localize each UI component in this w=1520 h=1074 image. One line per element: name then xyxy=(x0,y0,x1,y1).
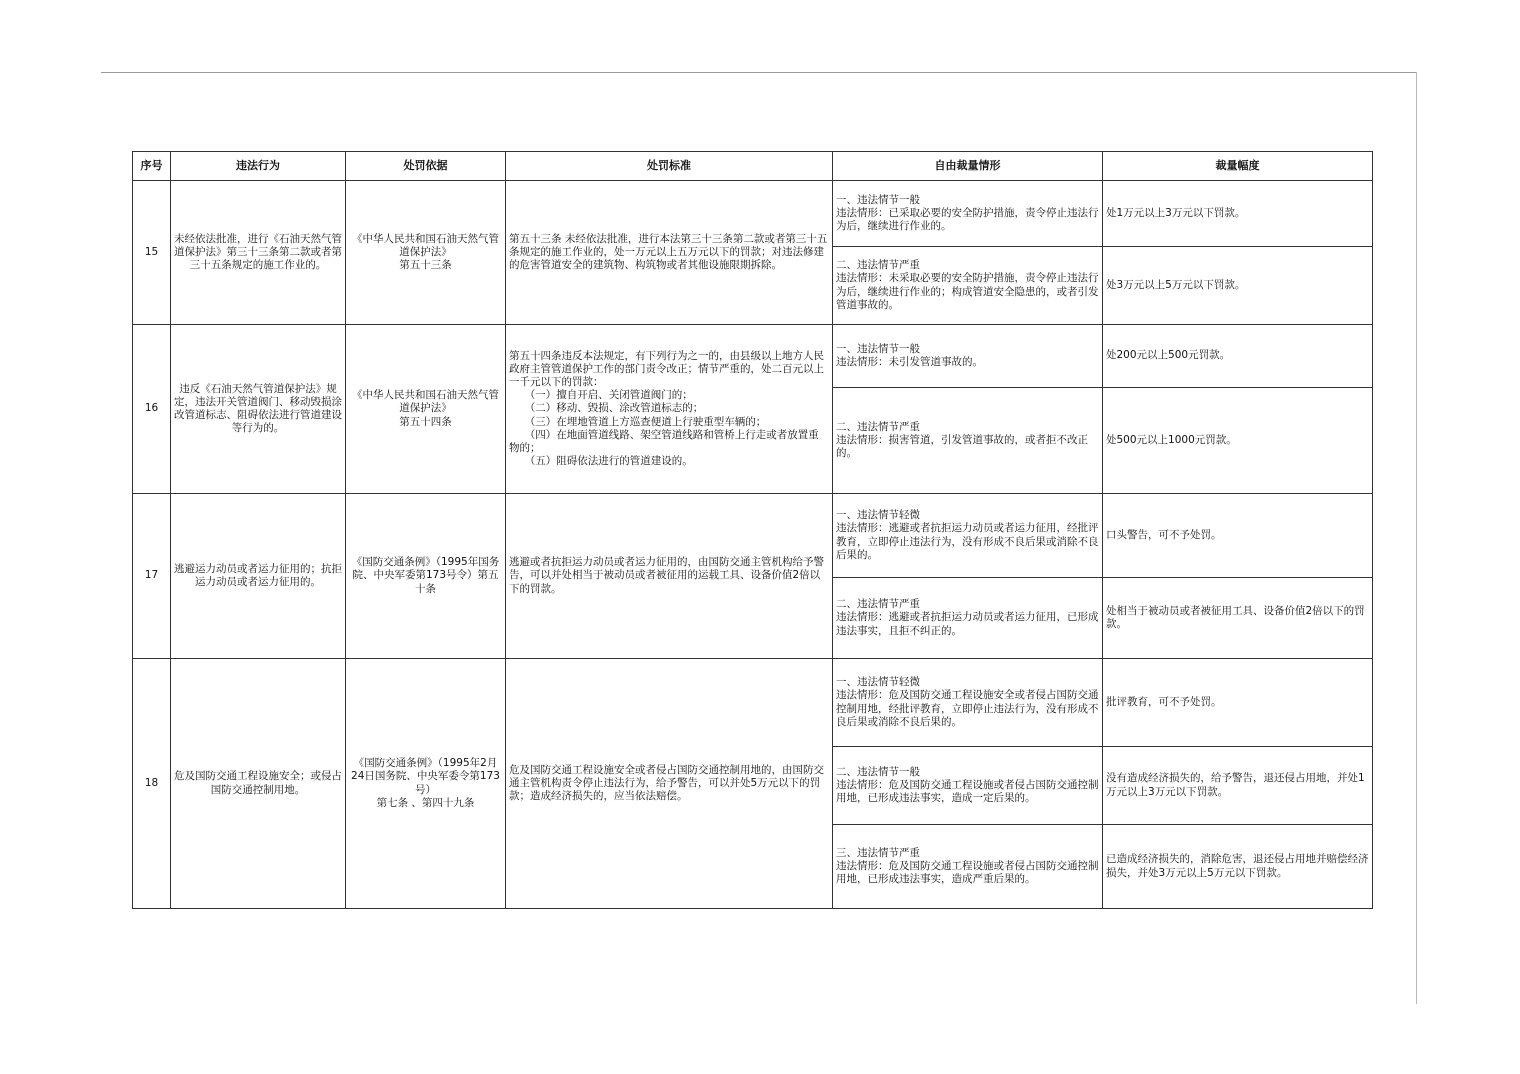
row-basis: 《国防交通条例》（1995年2月24日国务院、中央军委令第173号） 第七条 、第四十九条 xyxy=(346,659,506,909)
row-no: 18 xyxy=(133,659,171,909)
row-range: 处1万元以上3万元以下罚款。 xyxy=(1103,181,1373,247)
row-circumstance: 二、违法情节严重 违法情形：逃避或者抗拒运力动员或者运力征用，已形成违法事实，且拒不纠正的。 xyxy=(833,578,1103,659)
table-row xyxy=(133,659,1373,747)
row-range: 没有造成经济损失的，给予警告，退还侵占用地，并处1万元以上3万元以下罚款。 xyxy=(1103,747,1373,825)
row-circumstance: 一、违法情节轻微 违法情形：逃避或者抗拒运力动员或者运力征用，经批评教育，立即停止违法行为，没有形成不良后果或消除不良后果的。 xyxy=(833,494,1103,578)
row-circumstance: 二、违法情节严重 违法情形：未采取必要的安全防护措施，责令停止违法行为后，继续进行作业的；构成管道安全隐患的，或者引发管道事故的。 xyxy=(833,247,1103,325)
row-circumstance: 一、违法情节一般 违法情形：已采取必要的安全防护措施，责令停止违法行为后，继续进行作业的。 xyxy=(833,181,1103,247)
table-row xyxy=(133,494,1373,578)
row-no: 16 xyxy=(133,325,171,494)
row-range: 处500元以上1000元罚款。 xyxy=(1103,388,1373,494)
row-circumstance: 二、违法情节一般 违法情形：危及国防交通工程设施或者侵占国防交通控制用地，已形成违法事实，造成一定后果的。 xyxy=(833,747,1103,825)
header-basis: 处罚依据 xyxy=(346,152,506,181)
row-range: 批评教育，可不予处罚。 xyxy=(1103,659,1373,747)
row-basis: 《中华人民共和国石油天然气管道保护法》 第五十四条 xyxy=(346,325,506,494)
row-range: 已造成经济损失的，消除危害，退还侵占用地并赔偿经济损失，并处3万元以上5万元以下罚款。 xyxy=(1103,825,1373,909)
row-act: 逃避运力动员或者运力征用的；抗拒运力动员或者运力征用的。 xyxy=(171,494,346,659)
header-circumstance: 自由裁量情形 xyxy=(833,152,1103,181)
header-act: 违法行为 xyxy=(171,152,346,181)
row-range: 处3万元以上5万元以下罚款。 xyxy=(1103,247,1373,325)
header-range: 裁量幅度 xyxy=(1103,152,1373,181)
row-circumstance: 一、违法情节轻微 违法情形：危及国防交通工程设施安全或者侵占国防交通控制用地，经批评教育，立即停止违法行为，没有形成不良后果或消除不良后果的。 xyxy=(833,659,1103,747)
header-no: 序号 xyxy=(133,152,171,181)
row-standard: 逃避或者抗拒运力动员或者运力征用的，由国防交通主管机构给予警告，可以并处相当于被动员或者被征用的运载工具、设备价值2倍以下的罚款。 xyxy=(506,494,833,659)
row-range: 处相当于被动员或者被征用工具、设备价值2倍以下的罚款。 xyxy=(1103,578,1373,659)
row-basis: 《国防交通条例》（1995年国务院、中央军委第173号令）第五十条 xyxy=(346,494,506,659)
row-act: 违反《石油天然气管道保护法》规定，违法开关管道阀门、移动毁损涂改管道标志、阻碍依法进行管道建设等行为的。 xyxy=(171,325,346,494)
header-row xyxy=(133,152,1373,181)
row-circumstance: 二、违法情节严重 违法情形：损害管道，引发管道事故的，或者拒不改正的。 xyxy=(833,388,1103,494)
table-row xyxy=(133,325,1373,388)
page-top-rule xyxy=(101,72,1417,73)
row-standard: 第五十四条违反本法规定，有下列行为之一的，由县级以上地方人民政府主管管道保护工作的部门责令改正；情节严重的，处二百元以上一千元以下的罚款： （一）擅自开启、关闭管道阀门的； （二）移动、毁损、涂改管道标志的； （三）在埋地管道上方巡查便道上行驶重型车辆的； （四）在地面管道线路、架空管道线路和管桥上行走或者放置重物的； （五）阻碍依法进行的管道建设的。 xyxy=(506,325,833,494)
row-act: 危及国防交通工程设施安全；或侵占国防交通控制用地。 xyxy=(171,659,346,909)
row-no: 17 xyxy=(133,494,171,659)
penalty-table xyxy=(132,151,1373,909)
page-right-rule xyxy=(1416,72,1417,1004)
row-circumstance: 一、违法情节一般 违法情形：未引发管道事故的。 xyxy=(833,325,1103,388)
row-basis: 《中华人民共和国石油天然气管道保护法》 第五十三条 xyxy=(346,181,506,325)
row-range: 处200元以上500元罚款。 xyxy=(1103,325,1373,388)
header-standard: 处罚标准 xyxy=(506,152,833,181)
table-row xyxy=(133,181,1373,247)
row-no: 15 xyxy=(133,181,171,325)
row-standard: 危及国防交通工程设施安全或者侵占国防交通控制用地的，由国防交通主管机构责令停止违法行为，给予警告，可以并处5万元以下的罚款；造成经济损失的，应当依法赔偿。 xyxy=(506,659,833,909)
row-standard: 第五十三条 未经依法批准，进行本法第三十三条第二款或者第三十五条规定的施工作业的，处一万元以上五万元以下的罚款；对违法修建的危害管道安全的建筑物、构筑物或者其他设施限期拆除。 xyxy=(506,181,833,325)
row-range: 口头警告，可不予处罚。 xyxy=(1103,494,1373,578)
row-circumstance: 三、违法情节严重 违法情形：危及国防交通工程设施或者侵占国防交通控制用地，已形成违法事实，造成严重后果的。 xyxy=(833,825,1103,909)
row-act: 未经依法批准，进行《石油天然气管道保护法》第三十三条第二款或者第三十五条规定的施工作业的。 xyxy=(171,181,346,325)
